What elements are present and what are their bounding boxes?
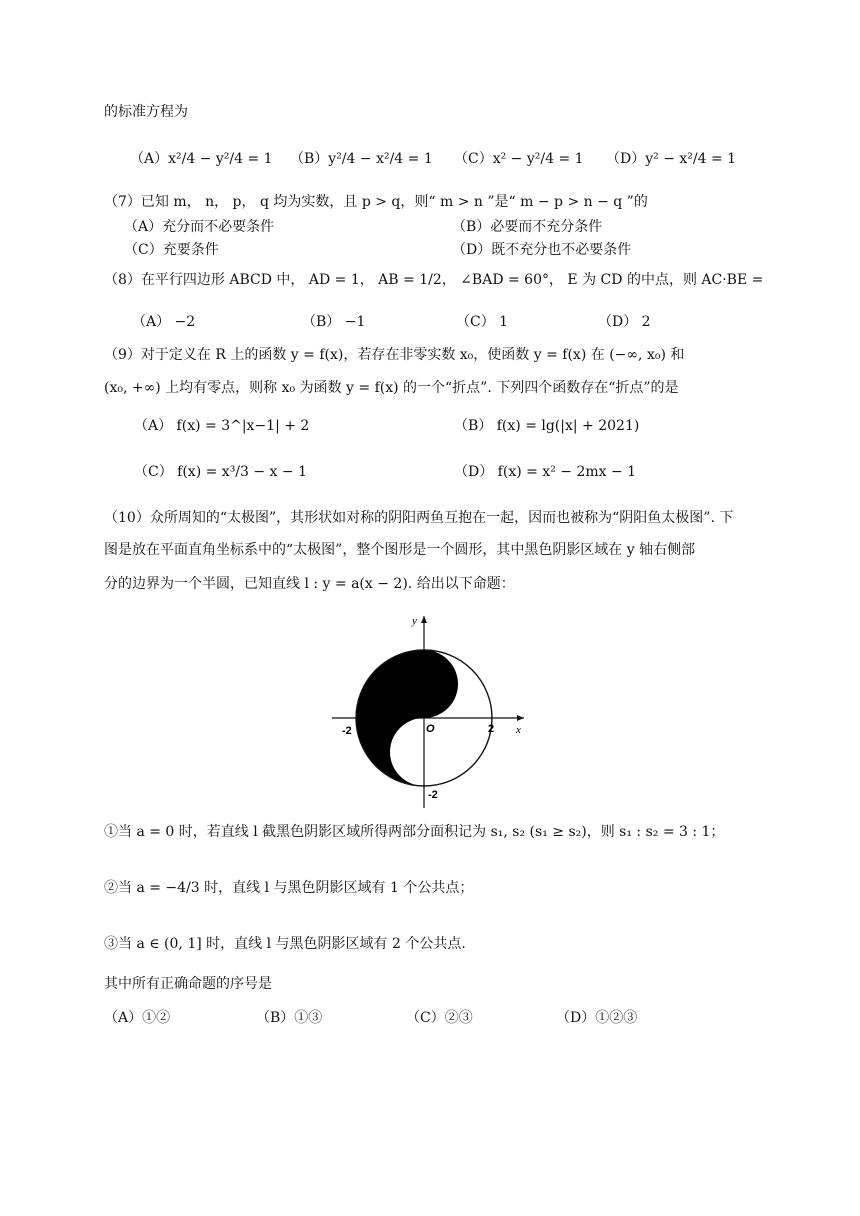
tick-neg2-left: -2 bbox=[342, 725, 352, 737]
q10-option-d: （D）①②③ bbox=[556, 1010, 638, 1026]
q9-option-b: （B） f(x) = lg(|x| + 2021) bbox=[454, 418, 640, 434]
q10-option-b: （B）①③ bbox=[256, 1010, 323, 1026]
q8-option-a: （A） −2 bbox=[132, 314, 196, 330]
q6-option-b: （B）y²/4 − x²/4 = 1 bbox=[290, 151, 433, 167]
q10-option-c: （C）②③ bbox=[406, 1010, 473, 1026]
q8-option-c: （C） 1 bbox=[456, 314, 509, 330]
lead-line: 的标准方程为 bbox=[104, 104, 188, 120]
q6-option-c: （C）x² − y²/4 = 1 bbox=[454, 151, 584, 167]
taiji-figure bbox=[328, 612, 528, 812]
q10-stem-line2: 图是放在平面直角坐标系中的“太极图”，整个图形是一个圆形，其中黑色阴影区域在 y 轴右侧部 bbox=[104, 542, 696, 558]
q8-option-d: （D） 2 bbox=[598, 314, 651, 330]
q9-stem-line2: (x₀, +∞) 上均有零点，则称 x₀ 为函数 y = f(x) 的一个“折点”. 下列四个函数存在“折点”的是 bbox=[104, 380, 679, 396]
tick-neg2-bottom: -2 bbox=[428, 789, 438, 801]
x-axis-arrow bbox=[517, 715, 524, 721]
q6-option-a: （A）x²/4 − y²/4 = 1 bbox=[130, 151, 273, 167]
tick-2-top: 2 bbox=[428, 639, 435, 651]
q10-stem-line3: 分的边界为一个半圆，已知直线 l : y = a(x − 2). 给出以下命题： bbox=[104, 576, 515, 592]
q9-stem-line1: （9）对于定义在 R 上的函数 y = f(x)，若存在非零实数 x₀，使函数 y = f(x) 在 (−∞, x₀) 和 bbox=[104, 347, 685, 363]
q6-option-d: （D）y² − x²/4 = 1 bbox=[606, 151, 737, 167]
q7-stem: （7）已知 m， n， p， q 均为实数，且 p > q，则“ m > n ”是“ m − p > n − q ”的 bbox=[104, 194, 648, 210]
q7-option-b: （B）必要而不充分条件 bbox=[452, 219, 603, 235]
q7-option-d: （D）既不充分也不必要条件 bbox=[452, 242, 632, 258]
q7-option-a: （A）充分而不必要条件 bbox=[124, 219, 275, 235]
q9-option-a: （A） f(x) = 3^|x−1| + 2 bbox=[134, 418, 310, 434]
tick-2-right: 2 bbox=[488, 723, 495, 735]
claim-2: ②当 a = −4/3 时，直线 l 与黑色阴影区域有 1 个公共点； bbox=[104, 880, 474, 896]
q10-question: 其中所有正确命题的序号是 bbox=[104, 976, 272, 992]
q7-option-c: （C）充要条件 bbox=[124, 242, 219, 258]
y-label: y bbox=[412, 615, 417, 627]
origin-label: O bbox=[426, 723, 435, 735]
claim-1: ①当 a = 0 时，若直线 l 截黑色阴影区域所得两部分面积记为 s₁, s₂ (s₁ ≥ s₂)，则 s₁ : s₂ = 3 : 1； bbox=[104, 824, 725, 840]
q8-option-b: （B） −1 bbox=[302, 314, 366, 330]
q10-stem-line1: （10）众所周知的“太极图”，其形状如对称的阴阳两鱼互抱在一起，因而也被称为“阴阳鱼太极图”. 下 bbox=[104, 510, 734, 526]
x-label: x bbox=[516, 724, 521, 736]
y-axis-arrow bbox=[421, 616, 427, 623]
q8-stem: （8）在平行四边形 ABCD 中， AD = 1， AB = 1/2， ∠BAD = 60°， E 为 CD 的中点，则 AC·BE = bbox=[104, 272, 764, 288]
q10-option-a: （A）①② bbox=[104, 1010, 171, 1026]
q9-option-d: （D） f(x) = x² − 2mx − 1 bbox=[454, 464, 637, 480]
claim-3: ③当 a ∈ (0, 1] 时，直线 l 与黑色阴影区域有 2 个公共点. bbox=[104, 936, 466, 952]
q9-option-c: （C） f(x) = x³/3 − x − 1 bbox=[134, 464, 307, 480]
